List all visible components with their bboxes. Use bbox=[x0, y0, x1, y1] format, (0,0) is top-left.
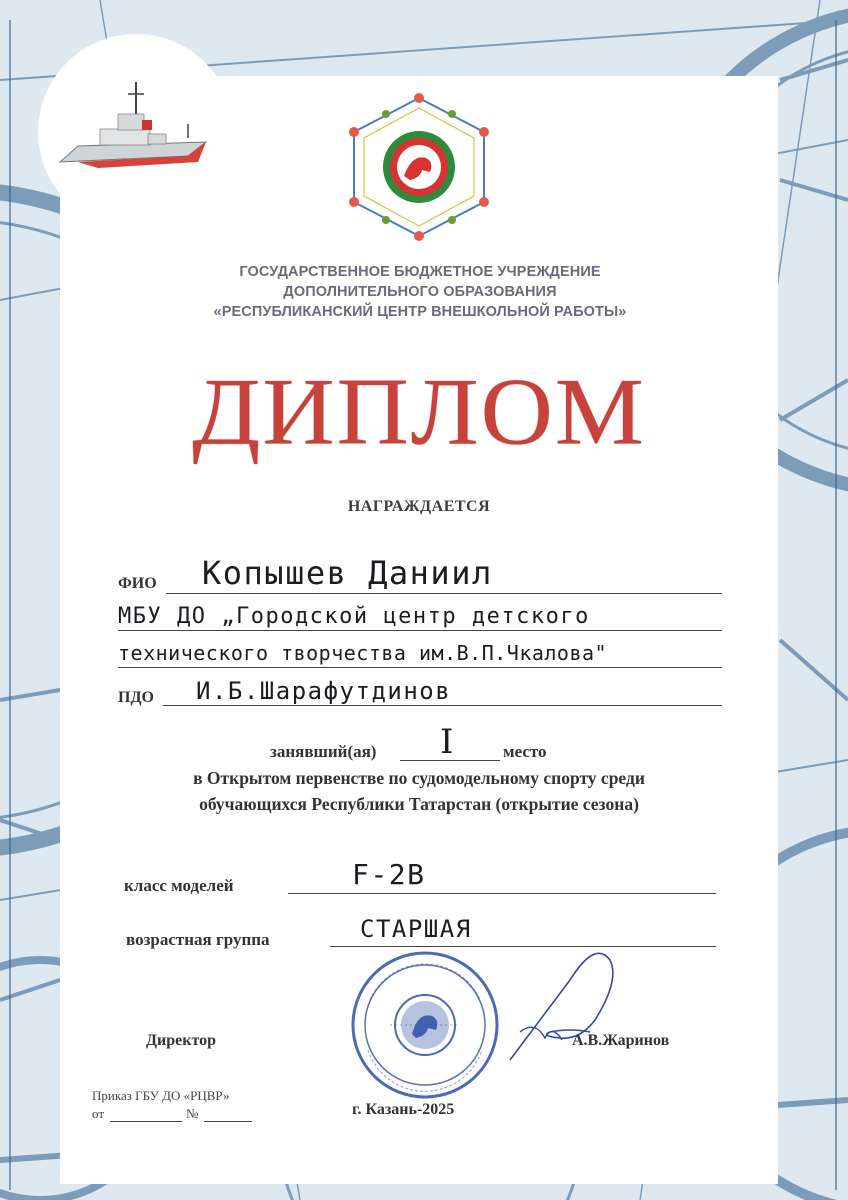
institution-line-2: технического творчества им.В.П.Чкалова" bbox=[118, 641, 608, 665]
age-group-value: СТАРШАЯ bbox=[360, 915, 472, 943]
signature-name: А.В.Жаринов bbox=[572, 1032, 670, 1049]
order-line-1: Приказ ГБУ ДО «РЦВР» bbox=[92, 1088, 230, 1103]
institution-underline-1 bbox=[118, 630, 722, 631]
order-number-label: № bbox=[186, 1106, 199, 1121]
fio-label: ФИО bbox=[118, 575, 157, 592]
institution-line-1: МБУ ДО „Городской центр детского bbox=[118, 604, 590, 629]
age-group-label: возрастная группа bbox=[126, 930, 270, 949]
competition-line-2: обучающихся Республики Татарстан (открытие сезона) bbox=[199, 794, 639, 814]
round-seal-stamp bbox=[350, 950, 500, 1100]
org-line-1: ГОСУДАРСТВЕННОЕ БЮДЖЕТНОЕ УЧРЕЖДЕНИЕ bbox=[239, 264, 601, 280]
order-from-label: от bbox=[92, 1106, 105, 1121]
pdo-value: И.Б.Шарафутдинов bbox=[196, 677, 452, 705]
place-prefix: занявший(ая) bbox=[270, 742, 377, 761]
diploma-title: ДИПЛОМ bbox=[192, 358, 646, 465]
pdo-underline bbox=[163, 705, 722, 706]
org-line-3: «РЕСПУБЛИКАНСКИЙ ЦЕНТР ВНЕШКОЛЬНОЙ РАБОТЫ» bbox=[213, 304, 627, 320]
institution-underline-2 bbox=[118, 667, 722, 668]
awarded-label: НАГРАЖДАЕТСЯ bbox=[347, 498, 491, 515]
ship-model-image bbox=[38, 34, 234, 230]
tatarstan-emblem-icon bbox=[334, 92, 504, 242]
pdo-label: ПДО bbox=[118, 689, 154, 706]
model-class-value: F-2B bbox=[352, 858, 426, 891]
city-year: г. Казань-2025 bbox=[352, 1101, 455, 1118]
competition-line-1: в Открытом первенстве по судомодельному спорту среди bbox=[193, 768, 645, 788]
fio-underline bbox=[166, 593, 722, 594]
model-class-underline bbox=[288, 893, 716, 894]
org-line-2: ДОПОЛНИТЕЛЬНОГО ОБРАЗОВАНИЯ bbox=[283, 284, 557, 300]
model-class-label: класс моделей bbox=[124, 876, 234, 895]
fio-value: Копышев Даниил bbox=[202, 554, 493, 592]
order-number-underline bbox=[204, 1121, 252, 1122]
place-suffix: место bbox=[503, 742, 547, 761]
order-date-underline bbox=[110, 1121, 182, 1122]
place-value: I bbox=[440, 722, 455, 762]
signature-role: Директор bbox=[146, 1032, 216, 1049]
